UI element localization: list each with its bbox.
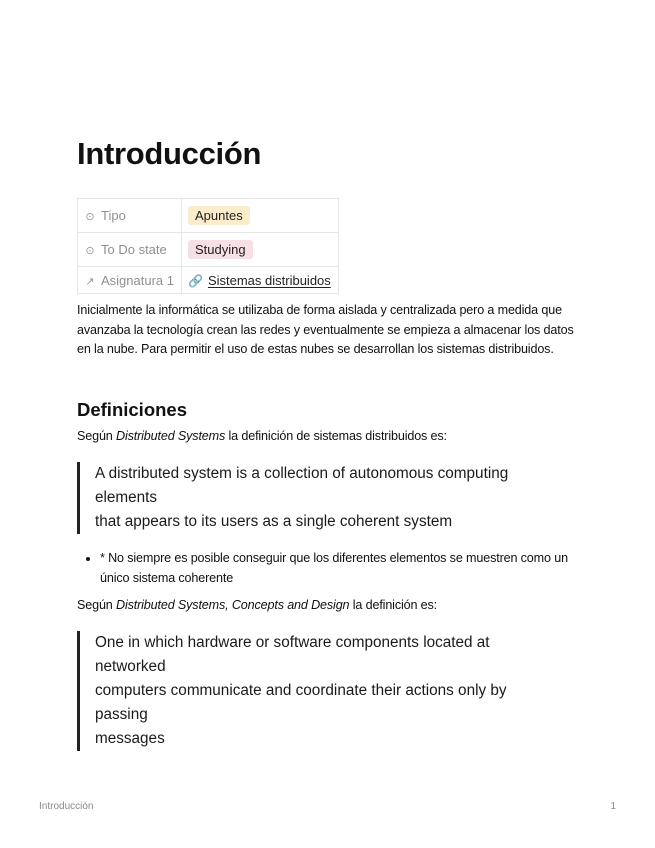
tag-studying[interactable]: Studying	[188, 240, 253, 259]
property-value-cell	[182, 199, 339, 233]
property-row-todo-state	[78, 233, 339, 267]
quote-line: messages	[95, 730, 165, 747]
tag-apuntes[interactable]: Apuntes	[188, 206, 250, 225]
quote-line: that appears to its users as a single coherent system	[95, 513, 453, 530]
definition-2-suffix: la definición es:	[349, 598, 438, 612]
property-row-asignatura	[78, 267, 339, 294]
section-heading-definiciones: Definiciones	[77, 399, 187, 420]
definition-1-suffix: la definición de sistemas distribuidos es:	[225, 429, 447, 443]
relation-link-sistemas-distribuidos[interactable]: Sistemas distribuidos	[207, 272, 331, 288]
intro-paragraph: Inicialmente la informática se utilizaba de forma aislada y centralizada pero a medida que avanzaba la tecnología crean las redes y eventualmente se empieza a almacenar los datos en la nube. Para permitir el uso de estas nubes se desarrollan los sistemas distribuidos.	[77, 303, 574, 356]
definition-1-quote	[77, 462, 555, 534]
property-row-tipo	[78, 199, 339, 233]
property-name: Tipo	[101, 208, 126, 223]
definition-1-source: Distributed Systems	[116, 429, 226, 443]
quote-line: computers communicate and coordinate their actions only by passing	[95, 682, 507, 723]
property-value-cell	[182, 233, 339, 267]
status-icon: ⊙	[85, 211, 95, 223]
quote-line: A distributed system is a collection of autonomous computing elements	[95, 465, 509, 506]
property-name-cell	[78, 267, 182, 294]
definition-1-prefix: Según	[77, 429, 117, 443]
link-icon: 🔗	[188, 273, 203, 288]
notes-list	[77, 549, 580, 588]
properties-table	[77, 198, 339, 294]
definition-1-intro	[77, 427, 577, 447]
definition-2-prefix: Según	[77, 598, 117, 612]
relation-arrow-icon: ↗	[85, 275, 95, 288]
definition-2-source: Distributed Systems, Concepts and Design	[116, 598, 350, 612]
property-name: Asignatura 1	[101, 272, 174, 288]
quote-line: One in which hardware or software components located at networked	[95, 634, 490, 675]
property-name: To Do state	[101, 242, 167, 257]
property-name-cell	[78, 233, 182, 267]
status-icon: ⊙	[85, 245, 95, 257]
list-item: • * No siempre es posible conseguir que los diferentes elementos se muestren como un único sistema coherente	[100, 549, 580, 588]
page-title: Introducción	[77, 136, 262, 171]
property-value-cell	[182, 267, 339, 294]
property-name-cell	[78, 199, 182, 233]
footer-title: Introducción	[39, 801, 94, 812]
footer-page-number: 1	[610, 801, 616, 812]
definition-2-quote	[77, 631, 555, 751]
definition-2-intro	[77, 596, 577, 616]
